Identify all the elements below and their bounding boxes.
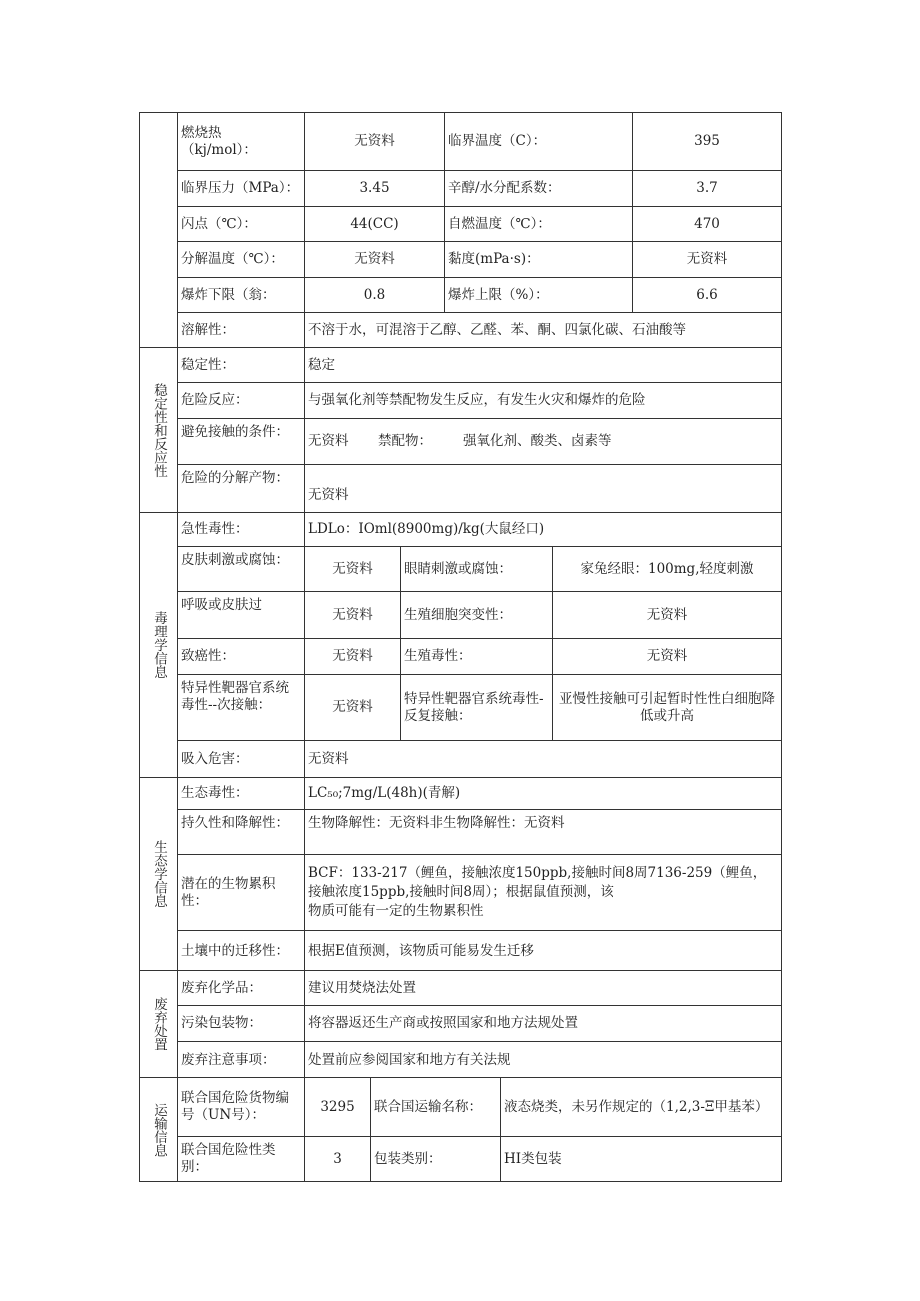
disposal-notes-value: 处置前应参阅国家和地方有关法规 [308,1051,511,1068]
persistence-value: 生物降解性：无资料非生物降解性：无资料 [308,815,565,831]
stot-single-value: 无资料 [305,675,401,740]
aspiration-hazard-label: 吸入危害： [178,741,305,778]
critical-temperature-label: 临界温度（C）： [445,113,633,170]
section-disposal [140,971,781,1078]
table-row [178,971,781,1006]
table-row [178,1078,781,1137]
critical-pressure-label: 临界压力（MPa）： [178,171,305,206]
germ-cell-mutagenicity-label: 生殖细胞突变性： [401,592,553,638]
partition-coefficient-value: 3.7 [696,180,718,196]
waste-chemical-value: 建议用焚烧法处置 [308,979,416,996]
germ-cell-mutagenicity-value: 无资料 [646,606,688,623]
upper-explosive-limit-value: 6.6 [696,286,718,303]
autoignition-value: 470 [694,215,720,232]
soil-mobility-label: 土壤中的迁移性： [178,931,305,971]
solubility-value: 不溶于水，可混溶于乙醇、乙醛、苯、酮、四氯化碳、石油酸等 [308,322,686,338]
partition-coefficient-label: 辛醇/水分配系数： [445,171,633,206]
heat-of-combustion-label: 燃烧热 （kj/mol）： [178,113,305,170]
section-transport [140,1078,781,1181]
decomposition-temp-value: 无资料 [305,242,445,277]
section-ecology [140,778,781,971]
table-row [178,639,781,675]
table-row [178,383,781,419]
incompatible-value: 强氧化剂、酸类、卤素等 [463,433,612,449]
avoid-conditions-label: 避免接触的条件： [178,419,305,464]
stot-repeated-label: 特异性靶器官系统毒性-反复接触： [401,675,553,740]
viscosity-label: 黏度(mPa·s)： [445,242,633,277]
table-row [178,592,781,639]
section-title: 毒理学信息 [151,611,167,679]
table-row [178,810,781,855]
table-row [178,278,781,313]
contaminated-packaging-value: 将容器返还生产商或按照国家和地方法规处置 [308,1015,578,1031]
acute-toxicity-value: LDLo：IOml(8900mg)/kg(大鼠经口) [308,521,545,537]
decomposition-temp-label: 分解温度（℃）： [178,242,305,277]
autoignition-label: 自燃温度（℃）： [445,207,633,241]
table-row [178,207,781,242]
hazardous-reaction-label: 危险反应： [178,383,305,418]
carcinogenicity-label: 致癌性： [178,639,305,674]
reproductive-toxicity-label: 生殖毒性： [401,639,553,674]
hazardous-reaction-value: 与强氧化剂等禁配物发生反应，有发生火灾和爆炸的危险 [308,392,646,408]
eye-irritation-value: 家兔经眼：100mg,轻度刺激 [580,560,754,577]
critical-temperature-value: 395 [694,133,720,149]
viscosity-value: 无资料 [686,251,728,267]
sensitization-value: 无资料 [305,592,401,638]
packing-group-label: 包装类别： [371,1137,501,1181]
ecotoxicity-label: 生态毒性： [178,778,305,809]
eye-irritation-label: 眼睛刺激或腐蚀： [401,547,553,591]
incompatible-label: 禁配物： [378,433,432,449]
reproductive-toxicity-value: 无资料 [646,648,688,664]
table-row [178,171,781,207]
upper-explosive-limit-label: 爆炸上限（%）： [445,278,633,312]
table-row [178,741,781,778]
skin-irritation-label: 皮肤刺激或腐蚀： [178,547,305,591]
table-row [178,778,781,810]
soil-mobility-value: 根据E值预测，该物质可能易发生迁移 [308,942,534,959]
persistence-label: 持久性和降解性： [178,810,305,854]
section-stability-side [140,348,178,512]
un-number-value: 3295 [305,1078,371,1136]
aspiration-hazard-value: 无资料 [308,751,349,767]
section-disposal-side [140,971,178,1077]
table-row [178,855,781,931]
solubility-label: 溶解性： [178,313,305,348]
disposal-notes-label: 废弃注意事项： [178,1042,305,1078]
table-row [178,1042,781,1078]
section-title: 运输信息 [151,1102,167,1157]
table-row [178,547,781,592]
hazard-class-label: 联合国危险性类别： [178,1137,305,1181]
table-row [178,348,781,383]
stot-repeated-value: 亚慢性接触可引起暂时性性白细胞降低或升高 [559,690,775,724]
avoid-conditions-value: 无资料 [308,433,349,449]
skin-irritation-value: 无资料 [305,547,401,591]
table-row [178,1006,781,1042]
shipping-name-label: 联合国运输名称： [371,1078,501,1136]
ecotoxicity-value: LC₅₀;7mg/L(48h)(青解) [308,785,461,801]
table-row [178,513,781,547]
section-ecology-side [140,778,178,970]
table-row [178,1137,781,1181]
stability-label: 稳定性： [178,348,305,382]
section-toxicology [140,513,781,778]
waste-chemical-label: 废弃化学品： [178,971,305,1005]
table-row [178,242,781,278]
table-row [178,313,781,348]
table-row [178,419,781,465]
section-transport-side [140,1078,178,1181]
hazard-class-value: 3 [305,1137,371,1181]
lower-explosive-limit-label: 爆炸下限（翁： [178,278,305,312]
section-title: 稳定性和反应性 [151,382,167,478]
flash-point-label: 闪点（℃）： [178,207,305,241]
decomposition-products-value: 无资料 [308,486,349,503]
stability-value: 稳定 [308,356,335,373]
contaminated-packaging-label: 污染包装物： [178,1006,305,1041]
carcinogenicity-value: 无资料 [305,639,401,674]
decomposition-products-label: 危险的分解产物： [178,465,305,513]
table-row [178,465,781,513]
sensitization-label: 呼吸或皮肤过 [178,592,305,638]
stot-single-label: 特异性靶器官系统毒性--次接触： [178,675,305,740]
lower-explosive-limit-value: 0.8 [305,278,445,312]
heat-of-combustion-value: 无资料 [305,113,445,170]
packing-group-value: HI类包装 [504,1150,562,1167]
bioaccumulation-label: 潜在的生物累积性： [178,855,305,930]
critical-pressure-value: 3.45 [305,171,445,206]
shipping-name-value: 液态烧类，未另作规定的（1,2,3-Ξ甲基苯） [504,1098,769,1115]
acute-toxicity-label: 急性毒性： [178,513,305,546]
section-title: 生态学信息 [151,840,167,908]
msds-table [139,112,782,1182]
table-row [178,675,781,741]
section-toxicology-side [140,513,178,777]
table-row [178,113,781,171]
section-physical-properties [140,113,781,348]
flash-point-value: 44(CC) [305,207,445,241]
table-row [178,931,781,971]
section-physical-side [140,113,178,347]
section-title: 废弃处置 [151,997,167,1051]
section-stability [140,348,781,513]
bioaccumulation-value: BCF：133-217（鲤鱼，接触浓度150ppb,接触时间8周7136-259（鲤鱼，接触浓度15ppb,接触时间8周）；根据鼠值预测，该 物质可能有一定的生物累积性 [308,865,767,919]
un-number-label: 联合国危险货物编号（UN号）： [178,1078,305,1136]
